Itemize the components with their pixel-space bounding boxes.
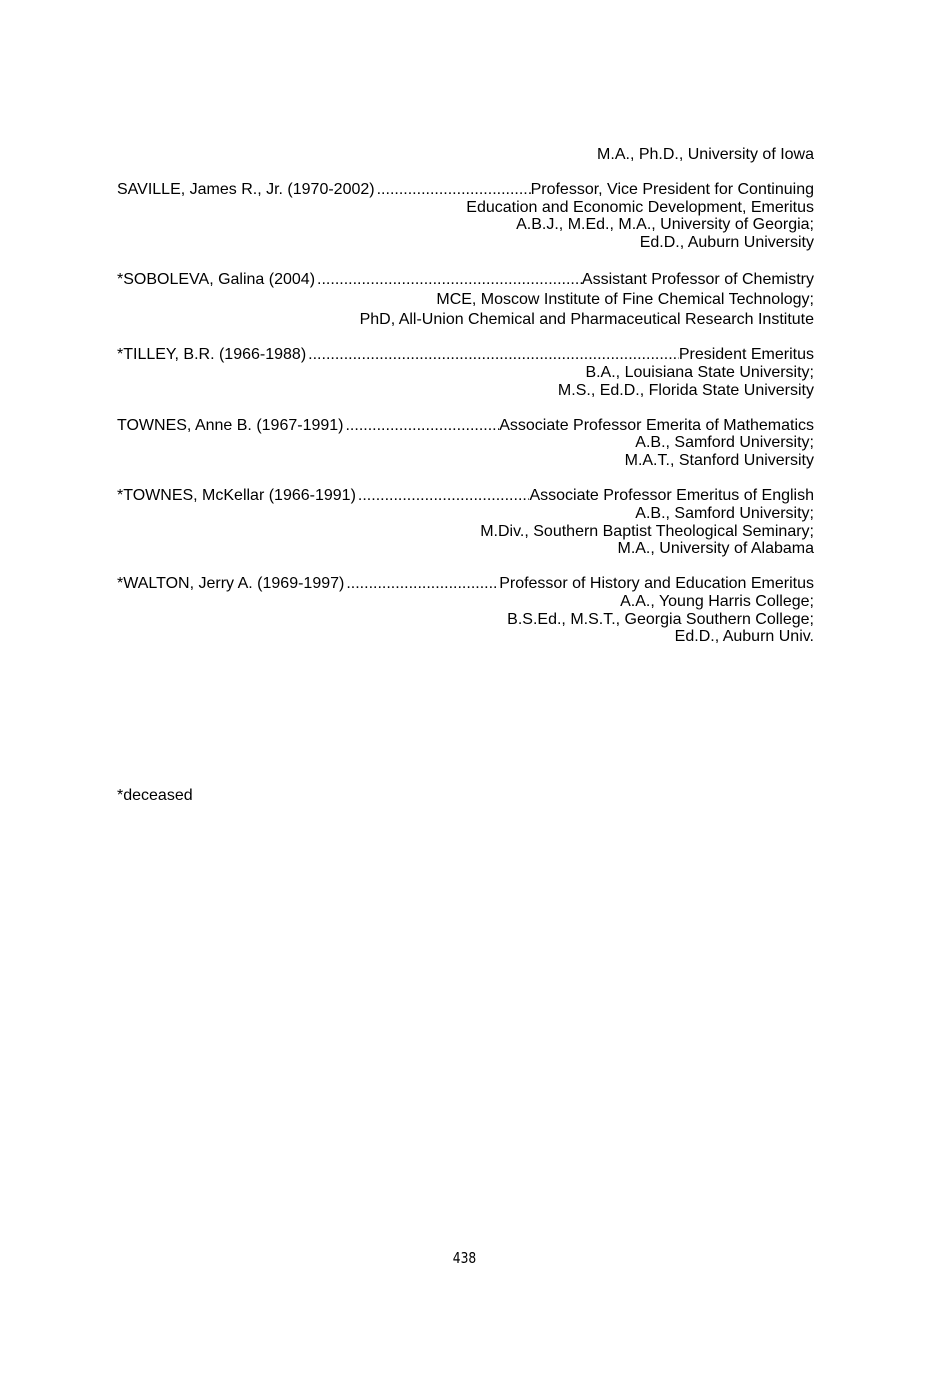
degree-line: Ed.D., Auburn Univ. [674, 628, 814, 645]
faculty-entry-walton [117, 575, 814, 593]
faculty-name: *TILLEY, B.R. (1966-1988) [117, 346, 307, 363]
degree-line: Education and Economic Development, Emeritus [466, 199, 814, 216]
faculty-entry-townes-anne [117, 417, 814, 435]
degree-line: A.A., Young Harris College; [620, 593, 814, 610]
degree-line: M.S., Ed.D., Florida State University [557, 382, 814, 399]
page-number: 438 [452, 1249, 477, 1267]
faculty-title: Professor of History and Education Emeritus [499, 575, 814, 592]
faculty-title: Professor, Vice President for Continuing [530, 181, 814, 198]
dot-leader [306, 346, 679, 364]
degree-line: M.Div., Southern Baptist Theological Seminary; [480, 523, 814, 540]
faculty-name: SAVILLE, James R., Jr. (1970-2002) [117, 181, 375, 198]
faculty-entry-tilley [117, 346, 814, 364]
degree-line: B.A., Louisiana State University; [585, 364, 814, 381]
faculty-title: Associate Professor Emeritus of English [529, 487, 814, 504]
degree-line: A.B., Samford University; [635, 505, 814, 522]
faculty-title: Assistant Professor of Chemistry [581, 271, 814, 288]
faculty-entry-soboleva [117, 271, 814, 289]
degree-line: B.S.Ed., M.S.T., Georgia Southern College; [507, 611, 814, 628]
faculty-name: *WALTON, Jerry A. (1969-1997) [117, 575, 345, 592]
degree-line: A.B., Samford University; [635, 434, 814, 451]
faculty-name: TOWNES, Anne B. (1967-1991) [117, 417, 344, 434]
degree-line: M.A., Ph.D., University of Iowa [597, 146, 814, 163]
degree-line: M.A., University of Alabama [617, 540, 814, 557]
dot-leader [375, 181, 531, 199]
dot-leader [315, 271, 582, 289]
faculty-title: Associate Professor Emerita of Mathematics [499, 417, 814, 434]
dot-leader [344, 575, 499, 593]
faculty-name: *TOWNES, McKellar (1966-1991) [117, 487, 356, 504]
faculty-title: President Emeritus [678, 346, 814, 363]
degree-line: MCE, Moscow Institute of Fine Chemical Technology; [436, 291, 814, 308]
deceased-footnote: *deceased [117, 787, 193, 804]
degree-line: PhD, All-Union Chemical and Pharmaceutical Research Institute [359, 311, 814, 328]
faculty-entry-saville [117, 181, 814, 199]
degree-line: A.B.J., M.Ed., M.A., University of Georgia; [516, 216, 814, 233]
faculty-name: *SOBOLEVA, Galina (2004) [117, 271, 316, 288]
dot-leader [356, 487, 530, 505]
faculty-entry-townes-mckellar [117, 487, 814, 505]
degree-line: Ed.D., Auburn University [639, 234, 814, 251]
dot-leader [343, 417, 499, 435]
degree-line: M.A.T., Stanford University [624, 452, 814, 469]
